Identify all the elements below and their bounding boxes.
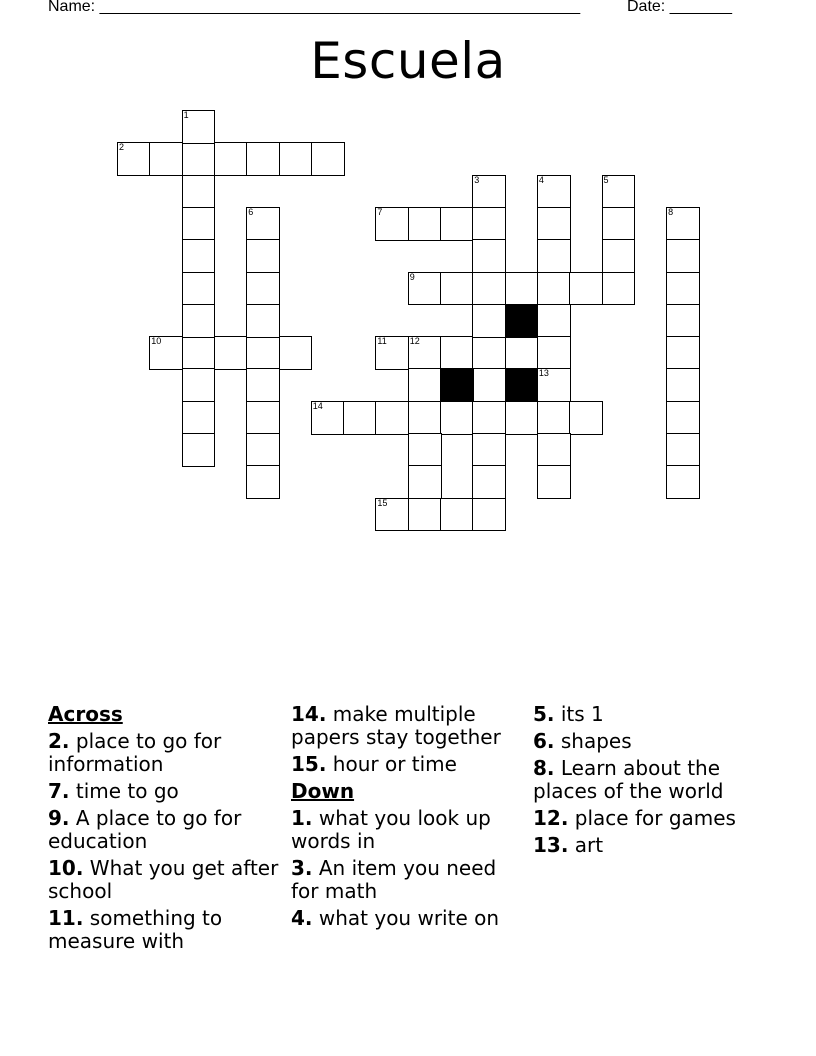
crossword-cell[interactable]: [505, 272, 539, 306]
clue-across-7: [48, 780, 280, 803]
clue-text: Learn about the places of the world: [533, 756, 724, 803]
clue-number: 2.: [48, 729, 70, 753]
crossword-cell[interactable]: [537, 272, 571, 306]
clue-number: 12.: [533, 806, 569, 830]
crossword-cell[interactable]: [537, 239, 571, 273]
crossword-cell[interactable]: [666, 433, 700, 467]
clue-down-6: [533, 730, 765, 753]
across-heading: Across: [48, 702, 123, 726]
clue-number: 8.: [533, 756, 555, 780]
crossword-cell[interactable]: [149, 336, 183, 370]
clue-text: time to go: [75, 779, 179, 803]
crossword-cell[interactable]: [246, 207, 280, 241]
crossword-cell[interactable]: [246, 272, 280, 306]
crossword-cell[interactable]: [182, 239, 216, 273]
crossword-cell[interactable]: [182, 401, 216, 435]
cell-number: 3: [474, 174, 480, 185]
crossword-cell[interactable]: [602, 272, 636, 306]
crossword-cell[interactable]: [666, 368, 700, 402]
cell-number: 8: [668, 206, 674, 217]
clue-down-5: [533, 703, 765, 726]
crossword-cell[interactable]: [246, 239, 280, 273]
cell-number: 10: [151, 336, 162, 347]
crossword-cell[interactable]: [569, 401, 603, 435]
clue-number: 13.: [533, 833, 569, 857]
clue-number: 5.: [533, 702, 555, 726]
crossword-cell[interactable]: [666, 336, 700, 370]
crossword-cell[interactable]: [117, 142, 151, 176]
crossword-cell[interactable]: [375, 498, 409, 532]
crossword-cell[interactable]: [537, 175, 571, 209]
clues-column-2: [291, 703, 523, 934]
clues-column-3: [533, 703, 765, 861]
clue-number: 14.: [291, 702, 327, 726]
crossword-cell[interactable]: [375, 401, 409, 435]
clue-text: its 1: [560, 702, 604, 726]
clue-number: 9.: [48, 806, 70, 830]
crossword-cell[interactable]: [505, 401, 539, 435]
crossword-cell[interactable]: [472, 465, 506, 499]
crossword-cell[interactable]: [440, 401, 474, 435]
crossword-cell[interactable]: [182, 175, 216, 209]
cell-number: 14: [312, 400, 323, 411]
crossword-cell[interactable]: [182, 304, 216, 338]
clue-text: hour or time: [332, 752, 457, 776]
crossword-cell[interactable]: [246, 142, 280, 176]
clue-text: place for games: [574, 806, 736, 830]
crossword-cell[interactable]: [279, 336, 313, 370]
crossword-cell[interactable]: [311, 401, 345, 435]
crossword-cell[interactable]: [408, 465, 442, 499]
date-field-label: Date: _______: [627, 0, 732, 15]
clue-across-9: [48, 807, 280, 853]
clue-across-2: [48, 730, 280, 776]
crossword-cell[interactable]: [666, 239, 700, 273]
clue-text: what you write on: [318, 906, 500, 930]
crossword-cell[interactable]: [182, 110, 216, 144]
crossword-cell[interactable]: [279, 142, 313, 176]
crossword-cell[interactable]: [246, 465, 280, 499]
crossword-cell[interactable]: [666, 465, 700, 499]
clue-number: 4.: [291, 906, 313, 930]
cell-number: 11: [377, 336, 387, 347]
clue-number: 11.: [48, 906, 84, 930]
cell-number: 15: [377, 497, 388, 508]
crossword-cell[interactable]: [472, 175, 506, 209]
clue-number: 15.: [291, 752, 327, 776]
cell-number: 7: [377, 206, 383, 217]
crossword-cell[interactable]: [182, 142, 216, 176]
crossword-cell[interactable]: [408, 368, 442, 402]
clue-down-8: [533, 757, 765, 803]
crossword-cell[interactable]: [472, 498, 506, 532]
crossword-black-square: [505, 304, 539, 338]
clue-number: 10.: [48, 856, 84, 880]
crossword-cell[interactable]: [472, 401, 506, 435]
clue-down-13: [533, 834, 765, 857]
crossword-cell[interactable]: [343, 401, 377, 435]
cell-number: 1: [183, 110, 189, 120]
clues-column-1: [48, 703, 280, 957]
clue-down-3: [291, 857, 523, 903]
crossword-cell[interactable]: [182, 433, 216, 467]
crossword-cell[interactable]: [537, 401, 571, 435]
clue-text: what you look up words in: [291, 806, 491, 853]
crossword-cell[interactable]: [666, 304, 700, 338]
crossword-black-square: [440, 368, 474, 402]
crossword-cell[interactable]: [440, 207, 474, 241]
page-title: Escuela: [310, 32, 506, 90]
crossword-cell[interactable]: [246, 304, 280, 338]
crossword-cell[interactable]: [408, 401, 442, 435]
crossword-cell[interactable]: [569, 272, 603, 306]
cell-number: 13: [538, 368, 549, 379]
crossword-cell[interactable]: [182, 272, 216, 306]
clue-across-10: [48, 857, 280, 903]
clue-text: place to go for information: [48, 729, 222, 776]
cell-number: 2: [119, 142, 125, 153]
crossword-cell[interactable]: [311, 142, 345, 176]
clue-across-15: [291, 753, 523, 776]
clue-text: art: [574, 833, 604, 857]
clue-across-11: [48, 907, 280, 953]
clue-number: 6.: [533, 729, 555, 753]
crossword-cell[interactable]: [246, 336, 280, 370]
crossword-cell[interactable]: [602, 207, 636, 241]
crossword-cell[interactable]: [408, 498, 442, 532]
crossword-cell[interactable]: [375, 207, 409, 241]
crossword-cell[interactable]: [666, 207, 700, 241]
crossword-cell[interactable]: [505, 336, 539, 370]
clue-down-1: [291, 807, 523, 853]
clue-text: What you get after school: [48, 856, 279, 903]
crossword-cell[interactable]: [149, 142, 183, 176]
down-heading: Down: [291, 779, 355, 803]
clue-down-4: [291, 907, 523, 930]
clue-down-12: [533, 807, 765, 830]
crossword-cell[interactable]: [472, 368, 506, 402]
crossword-black-square: [505, 368, 539, 402]
clue-text: An item you need for math: [291, 856, 497, 903]
crossword-cell[interactable]: [214, 336, 248, 370]
crossword-cell[interactable]: [246, 433, 280, 467]
crossword-cell[interactable]: [246, 368, 280, 402]
crossword-cell[interactable]: [472, 433, 506, 467]
crossword-cell[interactable]: [182, 368, 216, 402]
crossword-cell[interactable]: [408, 207, 442, 241]
crossword-cell[interactable]: [602, 175, 636, 209]
cell-number: 4: [538, 174, 544, 185]
clue-number: 1.: [291, 806, 313, 830]
crossword-cell[interactable]: [472, 272, 506, 306]
clue-text: shapes: [560, 729, 632, 753]
crossword-cell[interactable]: [537, 465, 571, 499]
crossword-cell[interactable]: [537, 368, 571, 402]
clue-text: something to measure with: [48, 906, 223, 953]
crossword-cell[interactable]: [408, 336, 442, 370]
crossword-cell[interactable]: [537, 336, 571, 370]
crossword-cell[interactable]: [472, 239, 506, 273]
clue-number: 7.: [48, 779, 70, 803]
clue-text: make multiple papers stay together: [291, 702, 501, 749]
crossword-cell[interactable]: [472, 336, 506, 370]
crossword-cell[interactable]: [472, 207, 506, 241]
clue-number: 3.: [291, 856, 313, 880]
crossword-cell[interactable]: [440, 272, 474, 306]
name-field-label: Name: ______________________________________________________: [48, 0, 581, 15]
clue-text: A place to go for education: [48, 806, 242, 853]
clue-across-14: [291, 703, 523, 749]
crossword-cell[interactable]: [537, 207, 571, 241]
crossword-cell[interactable]: [214, 142, 248, 176]
cell-number: 12: [409, 336, 420, 347]
crossword-cell[interactable]: [182, 336, 216, 370]
crossword-cell[interactable]: [602, 239, 636, 273]
crossword-cell[interactable]: [375, 336, 409, 370]
crossword-cell[interactable]: [537, 304, 571, 338]
cell-number: 9: [409, 271, 415, 282]
crossword-cell[interactable]: [440, 498, 474, 532]
crossword-cell[interactable]: [537, 433, 571, 467]
crossword-cell[interactable]: [408, 433, 442, 467]
crossword-cell[interactable]: [246, 401, 280, 435]
cell-number: 6: [248, 206, 254, 217]
crossword-cell[interactable]: [182, 207, 216, 241]
crossword-cell[interactable]: [472, 304, 506, 338]
crossword-cell[interactable]: [666, 272, 700, 306]
cell-number: 5: [603, 174, 609, 185]
crossword-cell[interactable]: [440, 336, 474, 370]
crossword-cell[interactable]: [666, 401, 700, 435]
crossword-cell[interactable]: [408, 272, 442, 306]
